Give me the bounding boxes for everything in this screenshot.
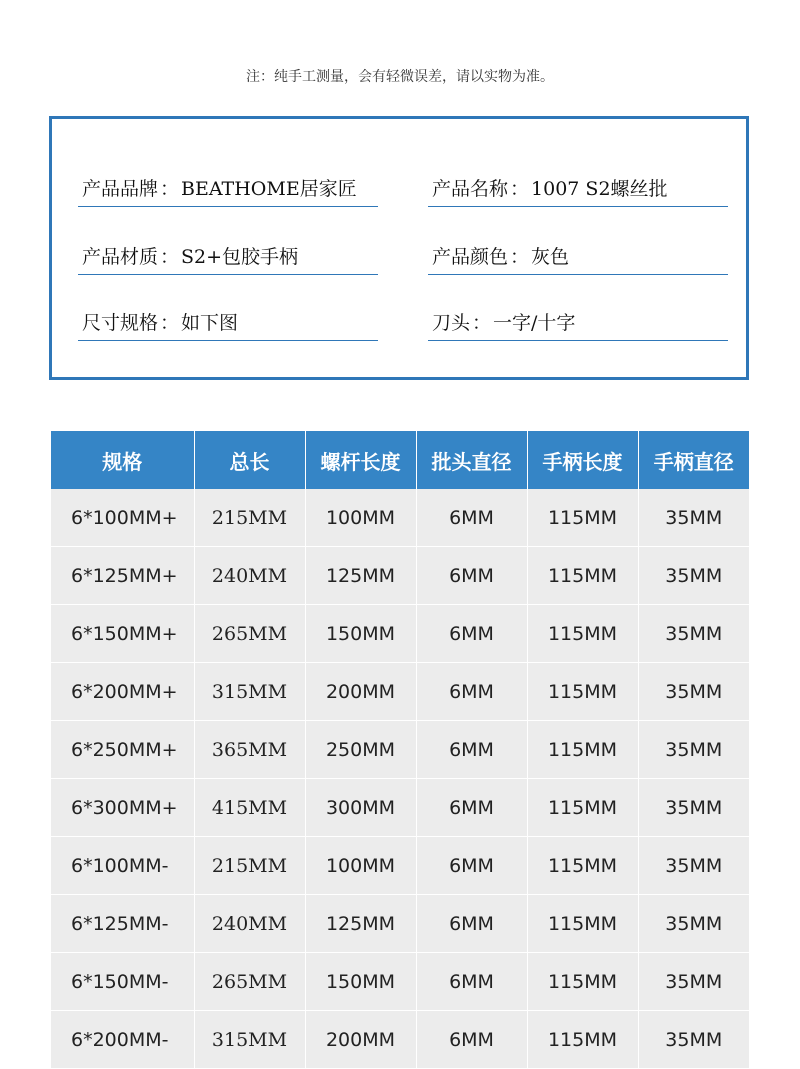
cell-handle-diameter: 35MM bbox=[638, 953, 749, 1011]
info-name bbox=[428, 171, 728, 207]
table-row bbox=[51, 663, 749, 721]
cell-spec: 6*250MM+ bbox=[51, 721, 194, 779]
cell-spec: 6*300MM+ bbox=[51, 779, 194, 837]
info-material bbox=[78, 239, 378, 275]
cell-bit-diameter: 6MM bbox=[416, 489, 527, 547]
cell-handle-diameter: 35MM bbox=[638, 1011, 749, 1069]
cell-shaft-length: 100MM bbox=[305, 489, 416, 547]
cell-handle-length: 115MM bbox=[527, 721, 638, 779]
spec-table bbox=[51, 431, 749, 1069]
cell-shaft-length: 125MM bbox=[305, 547, 416, 605]
cell-handle-length: 115MM bbox=[527, 779, 638, 837]
cell-shaft-length: 150MM bbox=[305, 605, 416, 663]
cell-bit-diameter: 6MM bbox=[416, 779, 527, 837]
table-row bbox=[51, 895, 749, 953]
cell-total-length: 415MM bbox=[194, 779, 305, 837]
cell-shaft-length: 300MM bbox=[305, 779, 416, 837]
header-handle-length: 手柄长度 bbox=[527, 431, 638, 489]
cell-spec: 6*100MM- bbox=[51, 837, 194, 895]
info-size bbox=[78, 305, 378, 341]
cell-handle-length: 115MM bbox=[527, 489, 638, 547]
product-info-box bbox=[49, 116, 749, 380]
info-color-value: 灰色 bbox=[531, 246, 570, 268]
cell-handle-diameter: 35MM bbox=[638, 721, 749, 779]
info-size-separator: ： bbox=[160, 312, 180, 334]
cell-handle-length: 115MM bbox=[527, 605, 638, 663]
cell-handle-length: 115MM bbox=[527, 547, 638, 605]
cell-spec: 6*100MM+ bbox=[51, 489, 194, 547]
info-blade-separator: ： bbox=[472, 312, 492, 334]
info-color bbox=[428, 239, 728, 275]
table-row bbox=[51, 547, 749, 605]
cell-spec: 6*125MM+ bbox=[51, 547, 194, 605]
cell-bit-diameter: 6MM bbox=[416, 663, 527, 721]
cell-shaft-length: 250MM bbox=[305, 721, 416, 779]
cell-shaft-length: 125MM bbox=[305, 895, 416, 953]
cell-shaft-length: 200MM bbox=[305, 1011, 416, 1069]
table-row bbox=[51, 605, 749, 663]
cell-bit-diameter: 6MM bbox=[416, 895, 527, 953]
info-size-label: 尺寸规格 bbox=[82, 312, 159, 334]
cell-shaft-length: 150MM bbox=[305, 953, 416, 1011]
measurement-note: 注：纯手工测量，会有轻微误差，请以实物为准。 bbox=[246, 69, 554, 85]
cell-spec: 6*200MM- bbox=[51, 1011, 194, 1069]
info-name-separator: ： bbox=[510, 178, 530, 200]
info-color-separator: ： bbox=[510, 246, 530, 268]
cell-handle-length: 115MM bbox=[527, 837, 638, 895]
info-material-value: S2+包胶手柄 bbox=[181, 246, 299, 268]
info-name-label: 产品名称 bbox=[432, 178, 509, 200]
info-brand-value: BEATHOME居家匠 bbox=[181, 178, 357, 200]
cell-handle-length: 115MM bbox=[527, 953, 638, 1011]
cell-handle-length: 115MM bbox=[527, 895, 638, 953]
table-row bbox=[51, 721, 749, 779]
info-brand-separator: ： bbox=[160, 178, 180, 200]
info-blade bbox=[428, 305, 728, 341]
info-brand bbox=[78, 171, 378, 207]
cell-total-length: 265MM bbox=[194, 605, 305, 663]
cell-total-length: 315MM bbox=[194, 1011, 305, 1069]
info-color-label: 产品颜色 bbox=[432, 246, 509, 268]
cell-bit-diameter: 6MM bbox=[416, 605, 527, 663]
cell-spec: 6*200MM+ bbox=[51, 663, 194, 721]
cell-shaft-length: 100MM bbox=[305, 837, 416, 895]
cell-handle-diameter: 35MM bbox=[638, 837, 749, 895]
table-row bbox=[51, 489, 749, 547]
cell-total-length: 265MM bbox=[194, 953, 305, 1011]
header-total-length: 总长 bbox=[194, 431, 305, 489]
cell-bit-diameter: 6MM bbox=[416, 1011, 527, 1069]
table-body bbox=[51, 489, 749, 1069]
info-name-value: 1007 S2螺丝批 bbox=[531, 178, 668, 200]
cell-total-length: 315MM bbox=[194, 663, 305, 721]
cell-bit-diameter: 6MM bbox=[416, 547, 527, 605]
cell-handle-diameter: 35MM bbox=[638, 489, 749, 547]
info-material-label: 产品材质 bbox=[82, 246, 159, 268]
table-row bbox=[51, 953, 749, 1011]
table-row bbox=[51, 837, 749, 895]
cell-handle-diameter: 35MM bbox=[638, 605, 749, 663]
cell-handle-length: 115MM bbox=[527, 1011, 638, 1069]
header-shaft-length: 螺杆长度 bbox=[305, 431, 416, 489]
info-blade-label: 刀头 bbox=[432, 312, 471, 334]
cell-spec: 6*150MM- bbox=[51, 953, 194, 1011]
cell-handle-diameter: 35MM bbox=[638, 663, 749, 721]
info-blade-value: 一字/十字 bbox=[493, 312, 576, 334]
header-bit-diameter: 批头直径 bbox=[416, 431, 527, 489]
table-header-row bbox=[51, 431, 749, 489]
cell-spec: 6*125MM- bbox=[51, 895, 194, 953]
cell-handle-diameter: 35MM bbox=[638, 779, 749, 837]
info-size-value: 如下图 bbox=[181, 312, 239, 334]
cell-spec: 6*150MM+ bbox=[51, 605, 194, 663]
cell-handle-diameter: 35MM bbox=[638, 547, 749, 605]
cell-handle-length: 115MM bbox=[527, 663, 638, 721]
cell-total-length: 240MM bbox=[194, 895, 305, 953]
cell-handle-diameter: 35MM bbox=[638, 895, 749, 953]
cell-bit-diameter: 6MM bbox=[416, 721, 527, 779]
cell-total-length: 215MM bbox=[194, 489, 305, 547]
cell-total-length: 240MM bbox=[194, 547, 305, 605]
info-material-separator: ： bbox=[160, 246, 180, 268]
header-spec: 规格 bbox=[51, 431, 194, 489]
header-handle-diameter: 手柄直径 bbox=[638, 431, 749, 489]
cell-bit-diameter: 6MM bbox=[416, 837, 527, 895]
cell-total-length: 365MM bbox=[194, 721, 305, 779]
table-row bbox=[51, 1011, 749, 1069]
cell-shaft-length: 200MM bbox=[305, 663, 416, 721]
info-brand-label: 产品品牌 bbox=[82, 178, 159, 200]
cell-bit-diameter: 6MM bbox=[416, 953, 527, 1011]
table-row bbox=[51, 779, 749, 837]
cell-total-length: 215MM bbox=[194, 837, 305, 895]
